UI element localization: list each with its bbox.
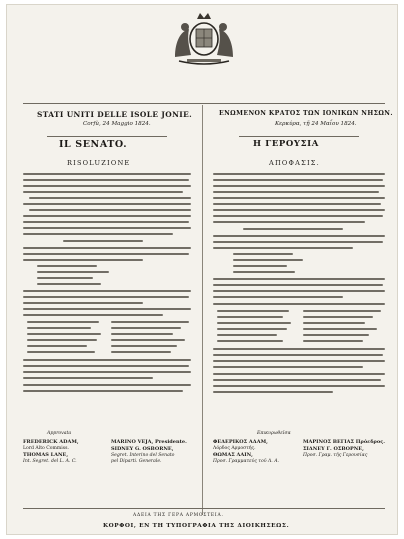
- italian-signer-osborne-title: Segret. Interino del Senato: [111, 453, 175, 458]
- greek-signer-lane-title: Προσ. Γραμματεύς τοῦ Λ. Α.: [213, 459, 279, 464]
- italian-senate-heading: IL SENATO.: [59, 139, 128, 150]
- greek-signer-adam: [213, 439, 279, 465]
- greek-signer-adam-title: Λόρδος Αρμοστής.: [213, 446, 256, 451]
- italian-heading-rule: [47, 136, 167, 137]
- greek-heading-rule: [239, 136, 359, 137]
- italian-signer-adam: [23, 439, 79, 465]
- greek-approval-label: Επικυρωθεῖσα: [257, 431, 291, 436]
- coat-of-arms-emblem: [167, 9, 241, 69]
- greek-signer-osborne-name: ΣΙΔΝΕΥ Γ. ΟΣΒΟΡΝΕ,: [303, 446, 364, 452]
- italian-signer-adam-name: FREDERICK ADAM,: [23, 439, 79, 445]
- greek-signer-osborne-title: Προσ. Γραμ. τῆς Γερουσίας: [303, 453, 368, 458]
- bottom-rule: [23, 508, 385, 509]
- italian-signer-veja: [111, 439, 187, 465]
- top-rule: [23, 103, 385, 104]
- document-page: [6, 4, 398, 535]
- italian-dateline: Corfù, 24 Maggio 1824.: [83, 121, 151, 127]
- italian-signer-adam-title: Lord Alto Commiss.: [23, 446, 69, 451]
- italian-signer-veja-name: MARINO VEJA, Presidente.: [111, 439, 187, 445]
- footer-license: ΑΔΕΙΑ ΤΗΣ ΓΕΡΑ ΑΡΜΟΣΤΕΙΑ.: [133, 513, 224, 518]
- italian-signer-lane-name: THOMAS LANE,: [23, 452, 69, 458]
- italian-body-text: [23, 173, 193, 413]
- greek-body-text: [213, 173, 385, 413]
- italian-signer-lane-title: Int. Segret. del L. A. C.: [23, 459, 77, 464]
- italian-resolution-heading: RISOLUZIONE: [67, 159, 131, 167]
- greek-signer-vegias-name: ΜΑΡΙΝΟΣ ΒΕΓΙΑΣ Πρόεδρος.: [303, 439, 385, 445]
- italian-state-heading: STATI UNITI DELLE ISOLE JONIE.: [37, 110, 193, 119]
- greek-dateline: Κερκύρα, τῇ 24 Μαΐου 1824.: [275, 121, 357, 127]
- italian-signer-osborne-note: pel Diparti. Generale.: [111, 459, 162, 464]
- greek-resolution-heading: ΑΠΟΦΑΣΙΣ.: [269, 159, 320, 167]
- greek-signer-lane-name: ΘΩΜΑΣ ΛΑΙΝ,: [213, 452, 253, 458]
- greek-signer-adam-name: ΦΕΔΕΡΙΚΟΣ ΑΔΑΜ,: [213, 439, 268, 445]
- column-divider: [202, 105, 203, 515]
- italian-signer-osborne-name: SIDNEY G. OSBORNE,: [111, 446, 174, 452]
- footer-printer: ΚΟΡΦΟΙ, ΕΝ ΤΗ ΤΥΠΟΓΡΑΦΙΑ ΤΗΣ ΔΙΟΙΚΗΣΕΩΣ.: [103, 523, 290, 529]
- italian-approval-label: Approvata: [47, 431, 72, 436]
- greek-state-heading: ΕΝΩΜΕΝΟΝ ΚΡΑΤΟΣ ΤΩΝ ΙΟΝΙΚΩΝ ΝΗΣΩΝ.: [219, 110, 393, 117]
- greek-signer-vegias: [303, 439, 385, 459]
- greek-senate-heading: Η ΓΕΡΟΥΣΙΑ: [253, 139, 319, 149]
